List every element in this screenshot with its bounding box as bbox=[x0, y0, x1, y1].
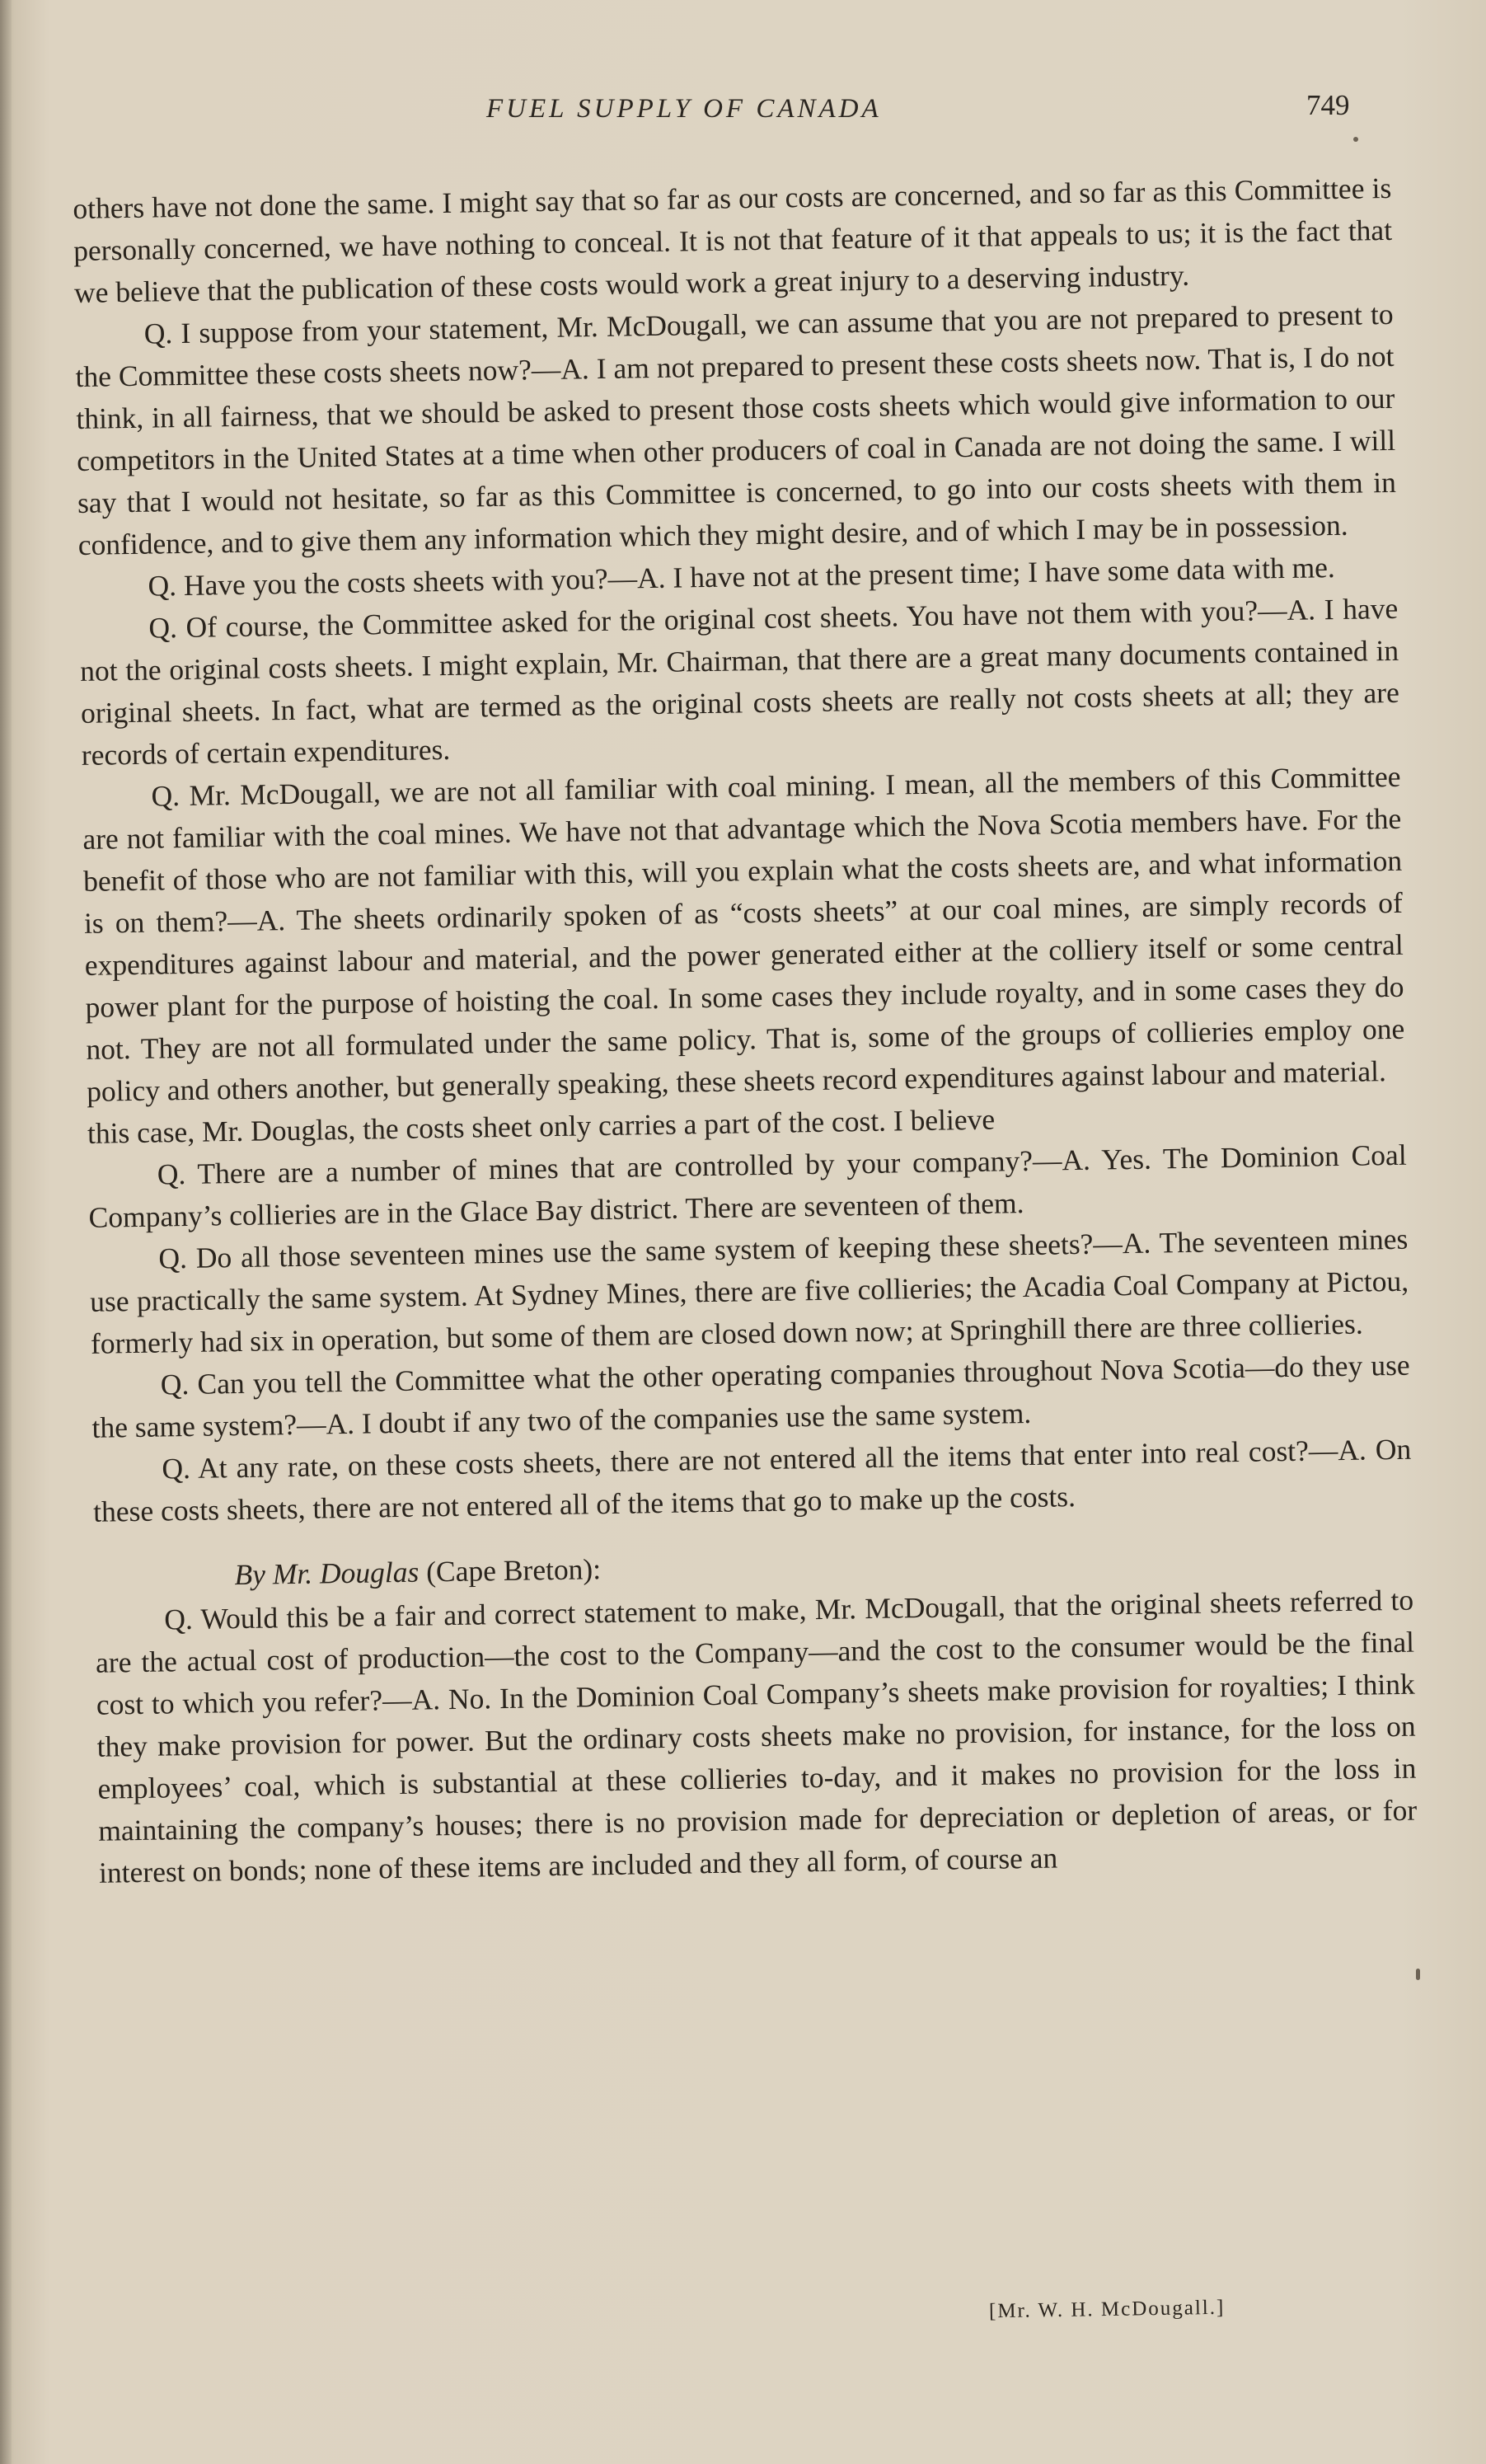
examiner-name: By Mr. Douglas bbox=[234, 1555, 420, 1592]
page-header bbox=[0, 89, 1486, 138]
paragraph-question-real-cost: Q. At any rate, on these costs sheets, there are not entered all the items that enter into real cost?—A. On these costs sheets, there are not entered all of the items that go to make up the costs. bbox=[92, 1432, 1412, 1528]
paragraph-question-original-sheets: Q. Of course, the Committee asked for the original cost sheets. You have not them with you?—A. I have not the original costs sheets. I might explain, Mr. Chairman, that there are a great many documents contained in original sheets. In fact, what are termed as the original costs sheets are really not costs sheets at all; they are records of certain expenditures. bbox=[79, 591, 1400, 772]
paragraph-question-have-sheets: Q. Have you the costs sheets with you?—A. I have not at the present time; I have some data with me. bbox=[148, 550, 1336, 603]
paragraph-question-mines-controlled: Q. There are a number of mines that are controlled by your company?—A. Yes. The Dominion Coal Company’s collieries are in the Glace Bay district. There are seventeen of them. bbox=[88, 1138, 1407, 1234]
paragraph-question-fair-statement: Q. Would this be a fair and correct statement to make, Mr. McDougall, that the original sheets referred to are the actual cost of production—the cost to the Company—and the cost to the consumer would be the final cost to which you refer?—A. No. In the Dominion Coal Company’s sheets make provision for royalties; I think they make provision for power. But the ordinary costs sheets make no provision, for instance, for the loss on employees’ coal, which is substantial at these collieries to-day, and it makes no provision for the loss in maintaining the company’s houses; there is no provision made for depreciation or depletion of areas, or for interest on bonds; none of these items are included and they all form, of course an bbox=[95, 1583, 1418, 1889]
paper-speck bbox=[1416, 1969, 1420, 1980]
paragraph-question-other-companies: Q. Can you tell the Committee what the other operating companies throughout Nova Scotia—do they use the same system?—A. I doubt if any two of the companies use the same system. bbox=[91, 1348, 1410, 1444]
examiner-riding: (Cape Breton): bbox=[425, 1552, 602, 1589]
paragraph-question-seventeen-mines: Q. Do all those seventeen mines use the same system of keeping these sheets?—A. The seventeen mines use practically the same system. At Sydney Mines, there are five collieries; the Acadia Coal Company at Pictou, formerly had six in operation, but some of them are closed down now; at Springhill there are three collieries. bbox=[89, 1222, 1409, 1360]
paragraph-question-cost-sheets-now: Q. I suppose from your statement, Mr. McDougall, we can assume that you are not prepared to present to the Committee these costs sheets now?—A. I am not prepared to present these costs sheets now. That is, I do not think, in all fairness, that we should be asked to present those costs sheets which would give information to our competitors in the United States at a time when other producers of coal in Canada are not doing the same. I will say that I would not hesitate, so far as this Committee is concerned, to go into our costs sheets with them in confidence, and to give them any information which they might desire, and of which I may be in possession. bbox=[75, 297, 1397, 561]
paper-speck bbox=[1353, 137, 1358, 142]
paragraph-continuation: others have not done the same. I might say that so far as our costs are concerned, and so far as this Committee is personally concerned, we have nothing to conceal. It is not that feature of it that appeals to us; it is the fact that we believe that the publication of these costs would work a great injury to a deserving industry. bbox=[73, 171, 1393, 309]
binding-edge bbox=[0, 0, 12, 2464]
body-text bbox=[73, 167, 1418, 1894]
paragraph-question-coal-mining: Q. Mr. McDougall, we are not all familiar with coal mining. I mean, all the members of this Committee are not familiar with the coal mines. We have not that advantage which the Nova Scotia members have. For the benefit of those who are not familiar with this, will you explain what the costs sheets are, and what information is on them?—A. The sheets ordinarily spoken of as “costs sheets” at our coal mines, are simply records of expenditures against labour and material, and the power generated either at the colliery itself or some central power plant for the purpose of hoisting the coal. In some cases they include royalty, and in some cases they do not. They are not all formulated under the same policy. That is, some of the groups of collieries employ one policy and others another, but generally speaking, these sheets record expenditures against labour and material. bbox=[82, 759, 1405, 1108]
running-title: FUEL SUPPLY OF CANADA bbox=[486, 94, 882, 124]
paragraph-misplaced-line: this case, Mr. Douglas, the costs sheet only carries a part of the cost. I believe bbox=[87, 1102, 996, 1150]
page-number: 749 bbox=[1306, 89, 1350, 121]
witness-credit: [Mr. W. H. McDougall.] bbox=[988, 2296, 1226, 2323]
